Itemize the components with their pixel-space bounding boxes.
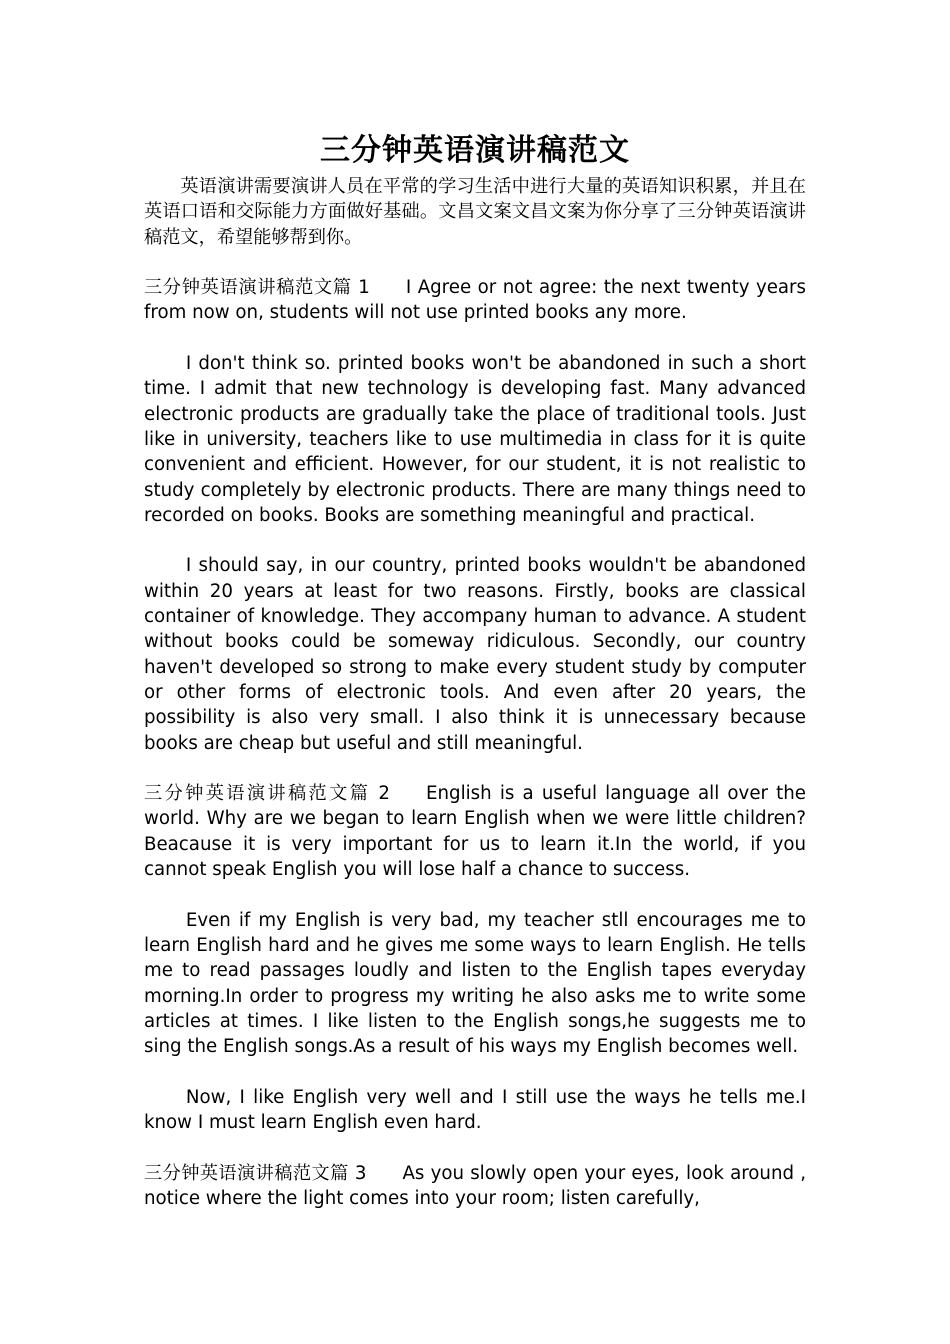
section-2-paragraph-2: Now, I like English very well and I still use the ways he tells me.I know I must learn English even hard. [144,1086,806,1133]
section-1-paragraph-1: I don't think so. printed books won't be abandoned in such a short time. I admit that new technology is developing fast. Many advanced electronic products are gradually take the place of traditional tools. Just like in university, teachers like to use multimedia in class for it is quite convenient and efficient. However, for our student, it is not realistic to study completely by electronic products. There are many things need to recorded on books. Books are something meaningful and practical. [144,353,806,526]
section-3-lead-paragraph [144,1161,806,1212]
page-title: 三分钟英语演讲稿范文 [320,133,630,168]
section-2-lead-paragraph [144,781,806,882]
section-3-lead-text: As you slowly open your eyes, look around , notice where the light comes into your room; listen carefully, [144,1162,806,1209]
section-2-heading: 三分钟英语演讲稿范文篇 2 [144,783,390,805]
section-2-lead-text: English is a useful language all over the world. Why are we began to learn English when we were little children? Beacause it is very important for us to learn it.In the world, if you cannot speak English you will lose half a chance to success. [144,783,806,881]
section-3-heading: 三分钟英语演讲稿范文篇 3 [144,1162,367,1184]
section-1-paragraph-2: I should say, in our country, printed books wouldn't be abandoned within 20 years at least for two reasons. Firstly, books are classical container of knowledge. They accompany human to advance. A student without books could be someway ridiculous. Secondly, our country haven't developed so strong to make every student study by computer or other forms of electronic tools. And even after 20 years, the possibility is also very small. I also think it is unnecessary because books are cheap but useful and still meaningful. [144,555,806,754]
document-body [144,128,806,1211]
section-2-paragraph-1: Even if my English is very bad, my teacher stll encourages me to learn English hard and he gives me some ways to learn English. He tells me to read passages loudly and listen to the English tapes everyday morning.In order to progress my writing he also asks me to write some articles at times. I like listen to the English songs,he suggests me to sing the English songs.As a result of his ways my English becomes well. [144,909,806,1058]
section-1-lead-paragraph [144,275,806,326]
section-1-lead-text: I Agree or not agree: the next twenty years from now on, students will not use printed books any more. [144,277,806,324]
intro-paragraph: 英语演讲需要演讲人员在平常的学习生活中进行大量的英语知识积累，并且在英语口语和交际能力方面做好基础。文昌文案文昌文案为你分享了三分钟英语演讲稿范文，希望能够帮到你。 [144,176,806,248]
section-1-heading: 三分钟英语演讲稿范文篇 1 [144,277,370,299]
